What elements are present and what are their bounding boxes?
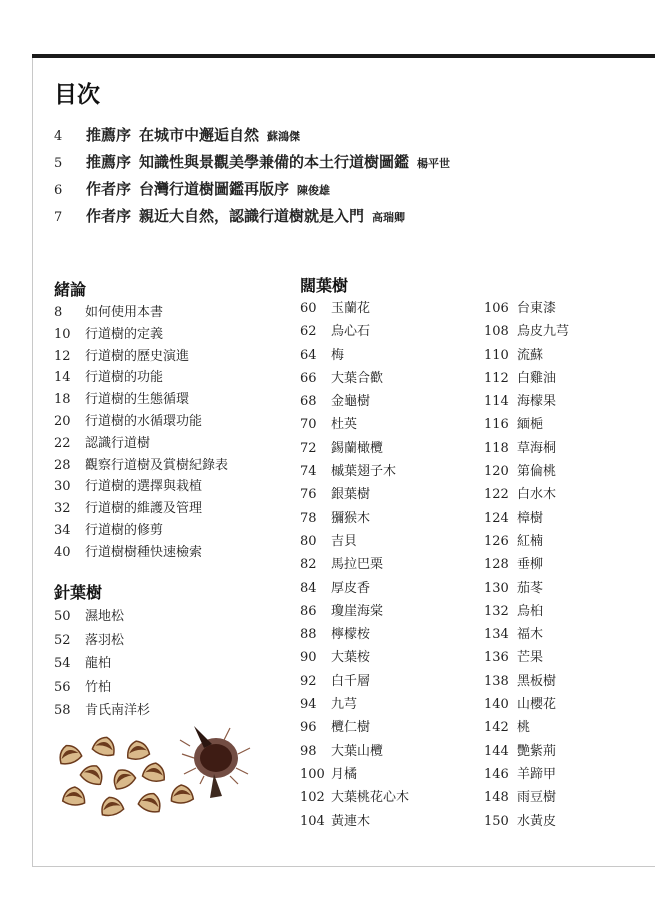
page-number: 106 (484, 301, 509, 316)
page-number: 8 (54, 305, 63, 320)
page-number: 98 (300, 743, 317, 759)
preface-author: 楊平世 (417, 157, 451, 170)
entry-label: 獼猴木 (331, 510, 371, 526)
top-rule (32, 54, 655, 58)
entry-label: 行道樹的定義 (85, 326, 164, 342)
preface-author: 陳俊雄 (297, 184, 331, 197)
toc-entry[interactable] (54, 676, 150, 700)
entry-label: 梅 (331, 347, 345, 363)
entry-label: 草海桐 (517, 440, 557, 456)
toc-entry[interactable] (300, 670, 409, 693)
entry-label: 芒果 (517, 650, 544, 666)
page-number: 62 (300, 324, 317, 340)
toc-entry[interactable] (300, 483, 409, 506)
entry-label: 欖仁樹 (331, 720, 371, 736)
entry-label: 白雞油 (517, 370, 557, 386)
toc-entry[interactable] (300, 716, 409, 739)
toc-entry[interactable] (484, 786, 569, 809)
seed-icon (92, 735, 118, 758)
entry-label: 觀察行道樹及賞樹紀錄表 (85, 457, 229, 473)
page-number: 108 (484, 324, 509, 340)
entry-label: 月橘 (331, 766, 358, 782)
left-rule (32, 58, 33, 866)
page-number: 140 (484, 697, 509, 713)
page-number: 122 (484, 487, 509, 503)
page-number: 110 (484, 347, 509, 363)
entry-label: 緬梔 (517, 417, 544, 433)
page-number: 18 (54, 392, 71, 408)
page-number: 78 (300, 510, 317, 526)
entry-label: 黑板樹 (517, 673, 557, 689)
page-number: 12 (54, 348, 71, 364)
entry-label: 厚皮香 (331, 580, 371, 596)
entry-label: 認識行道樹 (85, 435, 151, 451)
toc-entry[interactable] (54, 519, 228, 541)
toc-entry[interactable] (54, 652, 150, 676)
page-number: 120 (484, 464, 509, 480)
entry-label: 馬拉巴栗 (331, 557, 384, 573)
page-number: 40 (54, 544, 71, 560)
toc-entry[interactable] (54, 388, 228, 410)
toc-entry[interactable] (484, 670, 569, 693)
page-number: 112 (484, 370, 509, 386)
page-number: 116 (484, 417, 509, 433)
toc-entry[interactable] (484, 763, 569, 786)
entry-label: 羊蹄甲 (517, 766, 557, 782)
toc-entry[interactable] (300, 786, 409, 809)
toc-entry[interactable] (54, 432, 228, 454)
page-number: 72 (300, 440, 317, 456)
entry-label: 樟樹 (517, 510, 544, 526)
toc-entry[interactable] (484, 437, 569, 460)
page-number: 114 (484, 394, 509, 410)
preface-row[interactable] (54, 151, 634, 178)
page-number: 134 (484, 627, 509, 643)
toc-entry[interactable] (484, 600, 569, 623)
intro-list (54, 301, 228, 563)
page-number: 94 (300, 697, 317, 713)
toc-entry[interactable] (300, 390, 409, 413)
entry-label: 大葉合歡 (331, 370, 384, 386)
page-number: 30 (54, 479, 71, 495)
page-number: 60 (300, 301, 317, 316)
entry-label: 行道樹的維護及管理 (85, 501, 203, 517)
toc-entry[interactable] (484, 623, 569, 646)
toc-entry[interactable] (484, 367, 569, 390)
toc-entry[interactable] (300, 530, 409, 553)
toc-entry[interactable] (300, 740, 409, 763)
page-number: 76 (300, 487, 317, 503)
toc-entry[interactable] (484, 297, 569, 320)
entry-label: 行道樹的水循環功能 (85, 413, 203, 429)
entry-label: 第倫桃 (517, 464, 557, 480)
entry-label: 金龜樹 (331, 394, 371, 410)
toc-entry[interactable] (300, 553, 409, 576)
toc-entry[interactable] (54, 497, 228, 519)
entry-label: 雨豆樹 (517, 790, 557, 806)
page-number: 84 (300, 580, 317, 596)
entry-label: 福木 (517, 627, 544, 643)
toc-entry[interactable] (300, 437, 409, 460)
page-number: 64 (300, 347, 317, 363)
entry-label: 檸檬桉 (331, 627, 371, 643)
toc-entry[interactable] (300, 693, 409, 716)
toc-entry[interactable] (54, 605, 150, 629)
preface-title: 知識性與景觀美學兼備的本土行道樹圖鑑 (139, 153, 410, 171)
entry-label: 行道樹的生態循環 (85, 392, 190, 408)
page-number: 100 (300, 766, 325, 782)
page-number: 5 (54, 156, 63, 171)
seed-icon (142, 761, 167, 783)
preface-author: 蘇鴻傑 (267, 130, 301, 143)
page-number: 80 (300, 533, 317, 549)
entry-label: 行道樹的修剪 (85, 522, 164, 538)
page-number: 130 (484, 580, 509, 596)
page-number: 144 (484, 743, 509, 759)
toc-entry[interactable] (300, 367, 409, 390)
seed-icon (137, 790, 164, 814)
entry-label: 行道樹的選擇與栽植 (85, 479, 203, 495)
preface-title: 台灣行道樹圖鑑再版序 (139, 180, 290, 198)
toc-entry[interactable] (484, 507, 569, 530)
seed-icon (170, 784, 193, 804)
toc-entry[interactable] (484, 716, 569, 739)
page-title: 目次 (54, 82, 100, 108)
toc-entry[interactable] (300, 763, 409, 786)
page-number: 28 (54, 457, 71, 473)
page-number: 86 (300, 603, 317, 619)
preface-row[interactable] (54, 205, 634, 232)
entry-label: 大葉桃花心木 (331, 790, 410, 806)
broadleaf-list-1 (300, 297, 409, 833)
page-number: 104 (300, 813, 325, 829)
toc-entry[interactable] (300, 460, 409, 483)
seed-illustration (54, 718, 254, 838)
toc-entry[interactable] (484, 483, 569, 506)
entry-label: 大葉桉 (331, 650, 371, 666)
page-number: 4 (54, 129, 63, 144)
entry-label: 玉蘭花 (331, 301, 371, 316)
conifer-list (54, 605, 150, 723)
page-number: 150 (484, 813, 509, 829)
page-number: 52 (54, 632, 71, 648)
seed-icon (79, 761, 107, 787)
entry-label: 吉貝 (331, 533, 358, 549)
page-number: 74 (300, 464, 317, 480)
page-number: 90 (300, 650, 317, 666)
page-number: 124 (484, 510, 509, 526)
entry-label: 龍柏 (85, 656, 112, 671)
entry-label: 濕地松 (85, 609, 125, 624)
entry-label: 烏桕 (517, 603, 544, 619)
toc-entry[interactable] (300, 297, 409, 320)
broadleaf-list-2 (484, 297, 569, 833)
entry-label: 白千層 (331, 673, 371, 689)
page-number: 132 (484, 603, 509, 619)
toc-entry[interactable] (484, 390, 569, 413)
entry-label: 行道樹的歷史演進 (85, 348, 190, 364)
page-number: 126 (484, 533, 509, 549)
section-heading-broadleaf: 闊葉樹 (300, 276, 349, 295)
entry-label: 烏心石 (331, 324, 371, 340)
page-number: 70 (300, 417, 317, 433)
preface-title: 親近大自然，認識行道樹就是入門 (139, 207, 365, 225)
entry-label: 海檬果 (517, 394, 557, 410)
entry-label: 台東漆 (517, 301, 557, 316)
page-number: 88 (300, 627, 317, 643)
section-heading-conifers: 針葉樹 (54, 583, 103, 602)
entry-label: 行道樹樹種快速檢索 (85, 544, 203, 560)
toc-entry[interactable] (300, 344, 409, 367)
page-number: 118 (484, 440, 509, 456)
preface-kind: 推薦序 (86, 126, 132, 144)
toc-entry[interactable] (54, 345, 228, 367)
toc-entry[interactable] (484, 810, 569, 833)
page-number: 96 (300, 720, 317, 736)
seed-icon (125, 739, 150, 761)
entry-label: 如何使用本書 (85, 305, 164, 320)
preface-list (54, 124, 634, 232)
page-number: 66 (300, 370, 317, 386)
entry-label: 瓊崖海棠 (331, 603, 384, 619)
page-number: 128 (484, 557, 509, 573)
preface-kind: 作者序 (86, 180, 132, 198)
entry-label: 黃連木 (331, 813, 371, 829)
seed-icon (99, 795, 125, 818)
page-number: 142 (484, 720, 509, 736)
toc-entry[interactable] (54, 323, 228, 345)
entry-label: 流蘇 (517, 347, 544, 363)
toc-entry[interactable] (300, 646, 409, 669)
entry-label: 銀葉樹 (331, 487, 371, 503)
toc-entry[interactable] (300, 507, 409, 530)
page-number: 50 (54, 609, 71, 624)
page-number: 6 (54, 183, 63, 198)
page-number: 136 (484, 650, 509, 666)
toc-entry[interactable] (300, 810, 409, 833)
entry-label: 行道樹的功能 (85, 370, 164, 386)
toc-entry[interactable] (54, 629, 150, 653)
toc-entry[interactable] (484, 693, 569, 716)
toc-entry[interactable] (300, 623, 409, 646)
page-number: 22 (54, 435, 71, 451)
toc-entry[interactable] (484, 413, 569, 436)
entry-label: 落羽松 (85, 632, 125, 648)
page-number: 56 (54, 679, 71, 695)
entry-label: 山櫻花 (517, 697, 557, 713)
page-number: 14 (54, 370, 71, 386)
toc-entry[interactable] (484, 320, 569, 343)
entry-label: 杜英 (331, 417, 358, 433)
entry-label: 水黃皮 (517, 813, 557, 829)
entry-label: 垂柳 (517, 557, 544, 573)
page-number: 58 (54, 703, 71, 718)
entry-label: 茄苳 (517, 580, 544, 596)
page-number: 10 (54, 326, 71, 342)
preface-author: 高瑞卿 (372, 211, 406, 224)
page-number: 146 (484, 766, 509, 782)
toc-entry[interactable] (54, 541, 228, 563)
toc-entry[interactable] (54, 366, 228, 388)
entry-label: 錫蘭橄欖 (331, 440, 384, 456)
toc-entry[interactable] (54, 475, 228, 497)
page-number: 102 (300, 790, 325, 806)
entry-label: 烏皮九芎 (517, 324, 570, 340)
entry-label: 紅楠 (517, 533, 544, 549)
entry-label: 竹柏 (85, 679, 112, 695)
preface-row[interactable] (54, 178, 634, 205)
bottom-rule (32, 866, 655, 867)
toc-entry[interactable] (484, 344, 569, 367)
entry-label: 肯氏南洋杉 (85, 703, 151, 718)
toc-entry[interactable] (300, 600, 409, 623)
toc-entry[interactable] (300, 413, 409, 436)
page-number: 138 (484, 673, 509, 689)
section-heading-intro: 緒論 (54, 280, 87, 299)
page-number: 7 (54, 210, 63, 225)
toc-entry[interactable] (484, 740, 569, 763)
toc-entry[interactable] (54, 410, 228, 432)
page-number: 92 (300, 673, 317, 689)
entry-label: 九芎 (331, 697, 358, 713)
page-number: 32 (54, 501, 71, 517)
toc-entry[interactable] (484, 530, 569, 553)
preface-row[interactable] (54, 124, 634, 151)
cone-illustration (180, 726, 250, 798)
page-number: 148 (484, 790, 509, 806)
page-number: 82 (300, 557, 317, 573)
entry-label: 槭葉翅子木 (331, 464, 397, 480)
toc-entry[interactable] (484, 646, 569, 669)
page-number: 20 (54, 413, 71, 429)
preface-kind: 推薦序 (86, 153, 132, 171)
entry-label: 桃 (517, 720, 531, 736)
toc-entry[interactable] (484, 577, 569, 600)
page-number: 34 (54, 522, 71, 538)
toc-entry[interactable] (300, 577, 409, 600)
preface-kind: 作者序 (86, 207, 132, 225)
entry-label: 白水木 (517, 487, 557, 503)
seed-icon (62, 786, 85, 806)
page-number: 54 (54, 656, 71, 671)
page-number: 68 (300, 394, 317, 410)
toc-entry[interactable] (484, 553, 569, 576)
toc-entry[interactable] (54, 301, 228, 323)
toc-entry[interactable] (484, 460, 569, 483)
entry-label: 艷紫荊 (517, 743, 557, 759)
seed-icon (109, 765, 137, 792)
toc-entry[interactable] (54, 454, 228, 476)
preface-title: 在城市中邂逅自然 (139, 126, 260, 144)
entry-label: 大葉山欖 (331, 743, 384, 759)
seed-icon (56, 742, 83, 766)
toc-entry[interactable] (300, 320, 409, 343)
